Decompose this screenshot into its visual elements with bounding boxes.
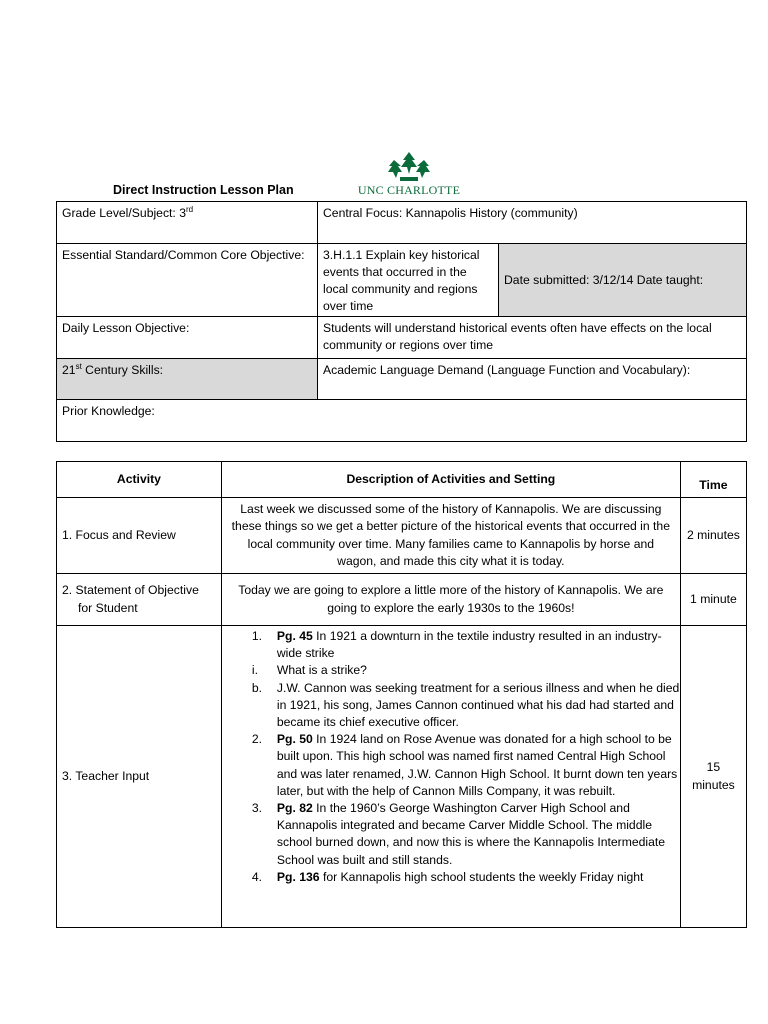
prior-knowledge-cell bbox=[56, 399, 747, 442]
standard-label: Essential Standard/Common Core Objective: bbox=[62, 248, 305, 262]
grade-level-label: Grade Level/Subject: 3 bbox=[62, 206, 186, 220]
table-header-row bbox=[57, 462, 747, 498]
time-teacher-input: 15 minutes bbox=[680, 626, 746, 928]
table-row bbox=[57, 498, 747, 574]
header-description: Description of Activities and Setting bbox=[221, 462, 680, 498]
activity-table bbox=[56, 461, 747, 928]
list-item: 1. Pg. 45 In 1921 a downturn in the textile industry resulted in an industry-wide strike bbox=[251, 629, 662, 661]
activity-objective-line2: for Student bbox=[78, 600, 138, 615]
daily-objective-label-cell bbox=[56, 316, 318, 359]
activity-focus: 1. Focus and Review bbox=[57, 498, 222, 574]
list-item: b. J.W. Cannon was seeking treatment for a serious illness and when he died in 1921, his song, James Cannon continued what his dad had started and became its chief executive officer. bbox=[251, 680, 680, 730]
activity-teacher-input: 3. Teacher Input bbox=[57, 626, 222, 928]
skills-label-pre: 21 bbox=[62, 363, 76, 377]
date-text: Date submitted: 3/12/14 Date taught: bbox=[504, 273, 704, 287]
page-title: Direct Instruction Lesson Plan bbox=[113, 183, 294, 197]
unc-charlotte-logo bbox=[356, 150, 462, 198]
central-focus-cell bbox=[317, 201, 747, 244]
daily-objective-label: Daily Lesson Objective: bbox=[62, 321, 190, 335]
activity-objective-line1: 2. Statement of Objective bbox=[62, 583, 199, 598]
time-focus: 2 minutes bbox=[680, 498, 746, 574]
header-time: Time bbox=[680, 462, 746, 498]
standard-label-cell bbox=[56, 243, 318, 317]
description-objective: Today we are going to explore a little more of the history of Kannapolis. We are going to explore the early 1930s to the 1960s! bbox=[221, 574, 680, 626]
skills-cell bbox=[56, 358, 318, 400]
skills-label-post: Century Skills: bbox=[81, 363, 164, 377]
central-focus: Central Focus: Kannapolis History (community) bbox=[323, 206, 578, 220]
skills-sup: st bbox=[75, 361, 82, 371]
time-objective: 1 minute bbox=[680, 574, 746, 626]
standard-text-cell bbox=[317, 243, 499, 317]
header-activity: Activity bbox=[57, 462, 222, 498]
daily-objective-cell bbox=[317, 316, 747, 359]
table-row bbox=[57, 574, 747, 626]
academic-language-cell bbox=[317, 358, 747, 400]
list-item: 3. Pg. 82 In the 1960’s George Washington Carver High School and Kannapolis integrated and became Carver Middle School. The middle school burned down, and now this is where the Kannapolis Intermediate School was built and still stands. bbox=[251, 801, 666, 867]
grade-level-cell bbox=[56, 201, 318, 244]
date-cell bbox=[498, 243, 747, 317]
daily-objective-text: Students will understand historical events often have effects on the local community or regions over time bbox=[323, 321, 712, 352]
activity-objective-cell bbox=[57, 574, 222, 626]
table-row bbox=[57, 626, 747, 928]
prior-knowledge-label: Prior Knowledge: bbox=[62, 404, 155, 418]
list-item: 2. Pg. 50 In 1924 land on Rose Avenue was donated for a high school to be built upon. This high school was named first named Central High School and was later renamed, J.W. Cannon High School. It burnt down ten years later, but with the help of Cannon Mills Company, it was rebuilt. bbox=[251, 732, 678, 798]
standard-text: 3.H.1.1 Explain key historical events that occurred in the local community and regions over time bbox=[323, 248, 480, 313]
list-item: i. What is a strike? bbox=[251, 663, 367, 678]
lesson-info-table bbox=[56, 201, 746, 442]
teacher-input-list bbox=[221, 626, 680, 928]
logo-text: UNC CHARLOTTE bbox=[357, 183, 461, 197]
academic-language: Academic Language Demand (Language Function and Vocabulary): bbox=[323, 363, 691, 377]
crown-icon bbox=[356, 150, 462, 184]
grade-sup: rd bbox=[185, 204, 194, 214]
description-focus: Last week we discussed some of the history of Kannapolis. We are discussing these things so we get a better picture of the historical events that occurred in the local community over time. Many families came to Kannapolis by horse and wagon, and made this city what it is today. bbox=[221, 498, 680, 574]
list-item: 4. Pg. 136 for Kannapolis high school students the weekly Friday night bbox=[251, 869, 644, 884]
